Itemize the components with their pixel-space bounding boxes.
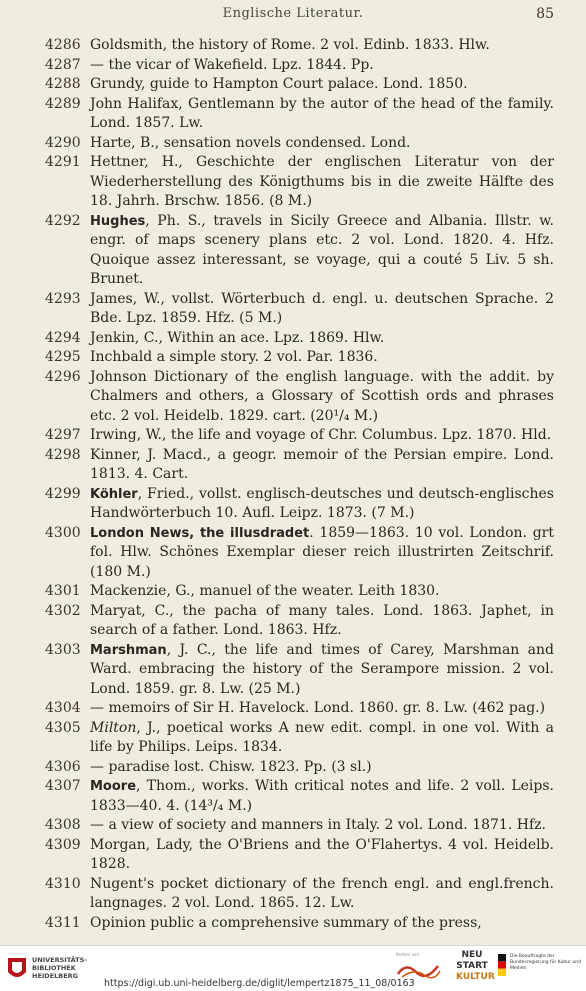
catalog-entry [0, 290, 586, 329]
catalog-entry [0, 777, 586, 816]
entry-bold-name: Moore [90, 779, 137, 794]
entry-bold-name: Hughes [90, 213, 146, 229]
entry-text-part: , Fried., vollst. englisch-deutsches und deutsch-englisches Handwörterbuch 10. Aufl. Leipz. 1873. (7 M.) [90, 485, 554, 521]
library-logo[interactable] [6, 954, 96, 986]
catalog-entry [0, 641, 586, 700]
entry-text-part: — memoirs of Sir H. Havelock. Lond. 1860. gr. 8. Lw. (462 pag.) [90, 700, 546, 716]
entry-number: 4296 [45, 368, 81, 385]
entry-text [90, 875, 554, 914]
catalog-entry [0, 153, 586, 212]
entry-text [90, 426, 554, 446]
entry-text [90, 36, 554, 56]
entry-number: 4304 [45, 700, 81, 716]
library-logo-line: HEIDELBERG [32, 972, 79, 980]
entry-text-part: Maryat, C., the pacha of many tales. Lond. 1863. Japhet, in search of a father. Lond. 1863. Hfz. [90, 602, 554, 638]
entry-number: 4306 [45, 758, 81, 775]
neustart-line: KULTUR [456, 972, 495, 982]
entry-number: 4310 [45, 875, 81, 892]
entry-number: 4307 [45, 778, 81, 794]
catalog-entry [0, 758, 586, 778]
entry-text [90, 836, 554, 875]
partner-caption: Partner von [396, 952, 420, 957]
entry-number: 4291 [45, 154, 81, 170]
source-url[interactable]: https://digi.ub.uni-heidelberg.de/diglit/lempertz1875_11_08/0163 [104, 978, 415, 989]
entry-number: 4290 [45, 134, 81, 151]
entry-italic-name: Milton [90, 719, 137, 736]
entry-text [90, 699, 554, 719]
entry-text-part: Jenkin, C., Within an ace. Lpz. 1869. Hlw. [90, 329, 385, 346]
catalog-entry [0, 426, 586, 446]
catalog-entry [0, 524, 586, 583]
entry-bold-name: London News, the illusdradet [90, 525, 310, 541]
entry-text-part: Mackenzie, G., manuel of the weater. Leith 1830. [90, 583, 440, 599]
entry-number: 4303 [45, 641, 81, 658]
entry-text-part: Harte, B., sensation novels condensed. Lond. [90, 134, 411, 151]
entry-number: 4302 [45, 602, 81, 619]
entry-text [90, 641, 554, 700]
neustart-line: START [456, 961, 488, 971]
entry-text-part: Goldsmith, the history of Rome. 2 vol. Edinb. 1833. Hlw. [90, 37, 490, 53]
entry-number: 4286 [45, 37, 81, 53]
entry-text [90, 329, 554, 349]
entry-text-part: — the vicar of Wakefield. Lpz. 1844. Pp. [90, 56, 374, 73]
entry-text-part: . 1859—1863. 10 vol. London. grt fol. Hlw. Schönes Exemplar dieser reich illustrirten Zeitschrif. (180 M.) [90, 524, 554, 580]
catalog-entry [0, 56, 586, 76]
catalog-entry [0, 212, 586, 290]
running-head [0, 6, 586, 26]
catalog-entry [0, 719, 586, 758]
entry-text [90, 56, 554, 76]
running-title: Englische Literatur. [222, 6, 364, 21]
catalog-entry [0, 134, 586, 154]
neustart-kultur-logo[interactable] [456, 950, 495, 984]
catalog-entry [0, 329, 586, 349]
catalog-entry [0, 914, 586, 934]
entry-number: 4301 [45, 583, 81, 599]
entry-text-part: , Ph. S., travels in Sicily Greece and Albania. Illstr. w. engr. of maps scenery plans etc. 2 vol. Lond. 1820. 4. Hfz. Quoique assez interessant, se voyage, qui a couté 5 Liv. 5 sh. Brunet. [90, 212, 554, 287]
entry-text [90, 719, 554, 758]
entry-text [90, 446, 554, 485]
catalog-entry [0, 348, 586, 368]
entry-number: 4293 [45, 290, 81, 307]
entry-bold-name: Köhler [90, 486, 138, 502]
entry-text [90, 95, 554, 134]
entry-text-part: , J., poetical works A new edit. compl. in one vol. With a life by Philips. Leips. 1834. [90, 719, 554, 755]
entry-text [90, 153, 554, 212]
entry-number: 4295 [45, 349, 81, 365]
catalog-entry [0, 446, 586, 485]
entry-text [90, 485, 554, 524]
catalog-entry [0, 75, 586, 95]
entry-text [90, 212, 554, 290]
federal-flag-icon [498, 954, 506, 976]
catalog-entries [0, 36, 586, 933]
entry-number: 4305 [45, 719, 81, 736]
catalog-entry [0, 582, 586, 602]
page-number: 85 [536, 6, 554, 22]
entry-text-part: Morgan, Lady, the O'Briens and the O'Flahertys. 4 vol. Heidelb. 1828. [90, 836, 554, 872]
entry-text [90, 758, 554, 778]
entry-text-part: Hettner, H., Geschichte der englischen Literatur von der Wiederherstellung des Königthums bis in die zweite Hälfte des 18. Jahrh. Brschw. 1856. (8 M.) [90, 154, 554, 209]
catalog-entry [0, 875, 586, 914]
entry-number: 4288 [45, 76, 81, 92]
entry-text [90, 602, 554, 641]
entry-number: 4308 [45, 817, 81, 833]
catalog-entry [0, 699, 586, 719]
entry-number: 4294 [45, 329, 81, 346]
entry-number: 4297 [45, 427, 81, 443]
entry-text-part: — a view of society and manners in Italy. 2 vol. Lond. 1871. Hfz. [90, 817, 546, 833]
entry-text-part: Opinion public a comprehensive summary of the press, [90, 914, 482, 931]
entry-text [90, 75, 554, 95]
entry-number: 4289 [45, 95, 81, 112]
neustart-line: NEU [461, 950, 483, 960]
catalog-entry [0, 95, 586, 134]
library-emblem-icon [6, 956, 28, 982]
entry-bold-name: Marshman [90, 642, 167, 658]
entry-text [90, 368, 554, 427]
entry-text [90, 290, 554, 329]
catalog-entry [0, 602, 586, 641]
entry-text-part: — paradise lost. Chisw. 1823. Pp. (3 sl.) [90, 758, 372, 775]
partner-logo-icon[interactable] [394, 958, 444, 980]
entry-number: 4311 [45, 914, 81, 931]
entry-number: 4300 [45, 524, 81, 541]
entry-text [90, 524, 554, 583]
library-logo-line: UNIVERSITÄTS- [32, 956, 87, 964]
catalog-entry [0, 368, 586, 427]
entry-text-part: Grundy, guide to Hampton Court palace. Lond. 1850. [90, 76, 468, 92]
entry-text [90, 777, 554, 816]
entry-number: 4298 [45, 446, 81, 463]
catalog-entry [0, 485, 586, 524]
entry-number: 4299 [45, 485, 81, 502]
entry-text-part: Inchbald a simple story. 2 vol. Par. 1836. [90, 349, 378, 365]
entry-text [90, 348, 554, 368]
library-logo-text [32, 956, 87, 980]
bkm-logo[interactable] [498, 952, 584, 986]
entry-text-part: John Halifax, Gentlemann by the autor of the head of the family. Lond. 1857. Lw. [90, 95, 554, 131]
entry-text-part: James, W., vollst. Wörterbuch d. engl. u. deutschen Sprache. 2 Bde. Lpz. 1859. Hfz. (5 M.) [90, 290, 554, 326]
entry-text [90, 914, 554, 934]
entry-text [90, 582, 554, 602]
entry-text-part: Johnson Dictionary of the english language. with the addit. by Chalmers and others, a Glossary of Scottish ords and phrases etc. 2 vol. Heidelb. 1829. cart. (20¹/₄ M.) [90, 368, 554, 424]
entry-text-part: , J. C., the life and times of Carey, Marshman and Ward. embracing the history of the Serampore mission. 2 vol. Lond. 1859. gr. 8. Lw. (25 M.) [90, 641, 554, 697]
entry-number: 4292 [45, 212, 81, 229]
entry-text-part: Irwing, W., the life and voyage of Chr. Columbus. Lpz. 1870. Hld. [90, 427, 552, 443]
entry-text-part: Nugent's pocket dictionary of the french engl. and engl.french. langnages. 2 vol. Lond. 1865. 12. Lw. [90, 875, 554, 911]
entry-text-part: , Thom., works. With critical notes and life. 2 voll. Leips. 1833—40. 4. (14³/₄ M.) [90, 778, 554, 814]
entry-text [90, 816, 554, 836]
catalog-entry [0, 36, 586, 56]
entry-number: 4287 [45, 56, 81, 73]
entry-text [90, 134, 554, 154]
catalog-entry [0, 816, 586, 836]
entry-text-part: Kinner, J. Macd., a geogr. memoir of the Persian empire. Lond. 1813. 4. Cart. [90, 446, 554, 482]
entry-number: 4309 [45, 836, 81, 853]
bkm-text: Die Beauftragte der Bundesregierung für Kultur und Medien [510, 954, 582, 971]
library-logo-line: BIBLIOTHEK [32, 964, 76, 972]
catalog-entry [0, 836, 586, 875]
viewer-footer [0, 945, 586, 991]
